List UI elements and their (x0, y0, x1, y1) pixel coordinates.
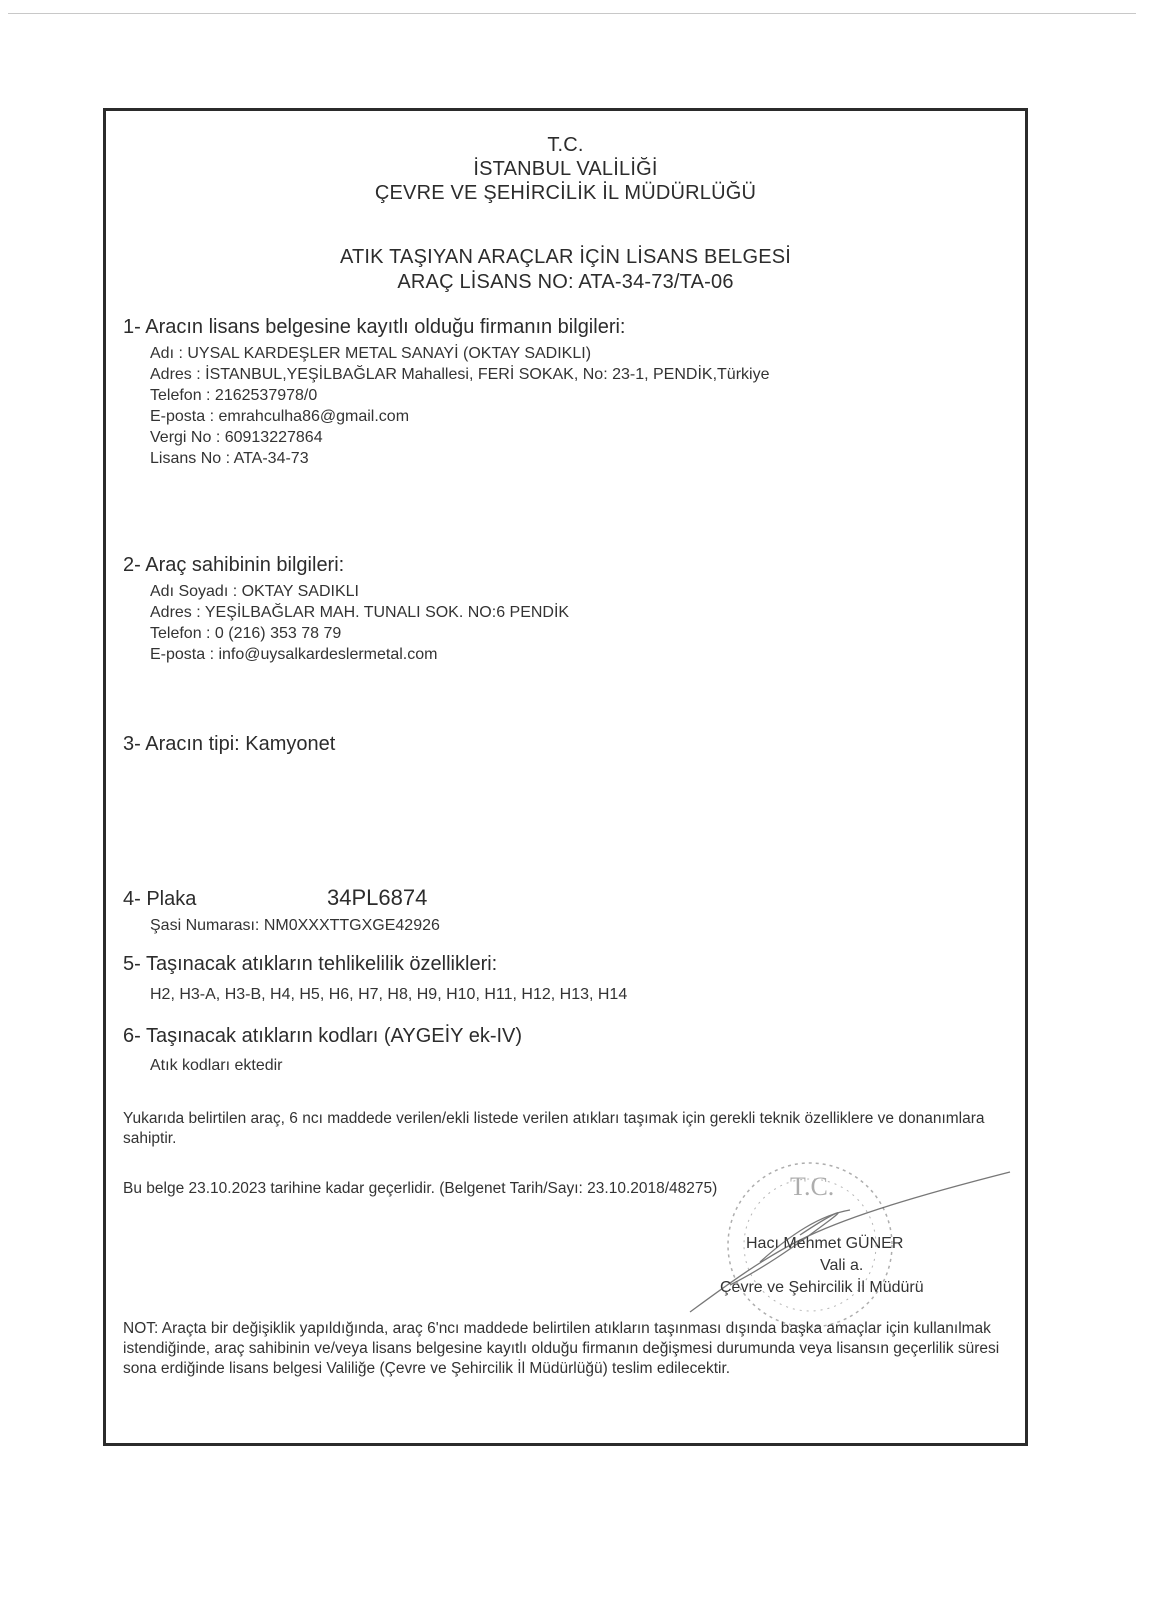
signatory-role-director: Çevre ve Şehircilik İl Müdürü (720, 1279, 924, 1296)
statement-paragraph: Yukarıda belirtilen araç, 6 ncı maddede verilen/ekli listede verilen atıkları taşımak için gerekli teknik özelliklere ve donanımlara sahiptir. (123, 1110, 985, 1147)
hazard-properties: H2, H3-A, H3-B, H4, H5, H6, H7, H8, H9, H10, H11, H12, H13, H14 (150, 986, 628, 1003)
waste-codes: Atık kodları ektedir (150, 1057, 283, 1074)
section3-vehicle-type: 3- Aracın tipi: Kamyonet (123, 733, 336, 755)
owner-email: E-posta : info@uysalkardeslermetal.com (150, 646, 438, 663)
section4-heading: 4- Plaka (123, 888, 197, 910)
chassis-number: Şasi Numarası: NM0XXXTTGXGE42926 (150, 917, 440, 934)
company-name: Adı : UYSAL KARDEŞLER METAL SANAYİ (OKTAY SADIKLI) (150, 345, 592, 362)
stamp-text: T.C. (790, 1172, 835, 1201)
section6-heading: 6- Taşınacak atıkların kodları (AYGEİY ek-IV) (123, 1025, 523, 1047)
signatory-name: Hacı Mehmet GÜNER (746, 1235, 904, 1252)
note-paragraph: NOT: Araçta bir değişiklik yapıldığında, araç 6'ncı maddede belirtilen atıkların taşınması dışında başka amaçlar için kullanılmak istendiğinde, araç sahibinin ve/veya lisans belgesine kayıtlı olduğu firmanın değişmesi durumunda veya lisansın geçerlilik süresi sona erdiğinde lisans belgesi Valiliğe (Çevre ve Şehircilik İl Müdürlüğü) teslim edilecektir. (123, 1320, 1000, 1377)
company-license-no: Lisans No : ATA-34-73 (150, 450, 309, 467)
section5-heading: 5- Taşınacak atıkların tehlikelilik özellikleri: (123, 953, 498, 975)
owner-address: Adres : YEŞİLBAĞLAR MAH. TUNALI SOK. NO:6 PENDİK (150, 604, 570, 621)
document-frame (103, 108, 1028, 1446)
validity-text: Bu belge 23.10.2023 tarihine kadar geçerlidir. (Belgenet Tarih/Sayı: 23.10.2018/48275) (123, 1180, 718, 1197)
section1-heading: 1- Aracın lisans belgesine kayıtlı olduğu firmanın bilgileri: (123, 316, 626, 338)
header-tc: T.C. (547, 134, 584, 156)
top-rule (8, 13, 1136, 14)
company-email: E-posta : emrahculha86@gmail.com (150, 408, 410, 425)
header-governorship: İSTANBUL VALİLİĞİ (473, 158, 658, 180)
company-address: Adres : İSTANBUL,YEŞİLBAĞLAR Mahallesi, FERİ SOKAK, No: 23-1, PENDİK,Türkiye (150, 366, 770, 383)
signatory-role-vali: Vali a. (820, 1257, 864, 1274)
license-number-title: ARAÇ LİSANS NO: ATA-34-73/TA-06 (397, 271, 734, 293)
plate-number: 34PL6874 (327, 885, 428, 910)
section2-heading: 2- Araç sahibinin bilgileri: (123, 554, 345, 576)
company-tax-no: Vergi No : 60913227864 (150, 429, 323, 446)
owner-name: Adı Soyadı : OKTAY SADIKLI (150, 583, 359, 600)
document-title: ATIK TAŞIYAN ARAÇLAR İÇİN LİSANS BELGESİ (339, 246, 792, 268)
owner-phone: Telefon : 0 (216) 353 78 79 (150, 625, 342, 642)
header-directorate: ÇEVRE VE ŞEHİRCİLİK İL MÜDÜRLÜĞÜ (374, 182, 757, 204)
company-phone: Telefon : 2162537978/0 (150, 387, 318, 404)
